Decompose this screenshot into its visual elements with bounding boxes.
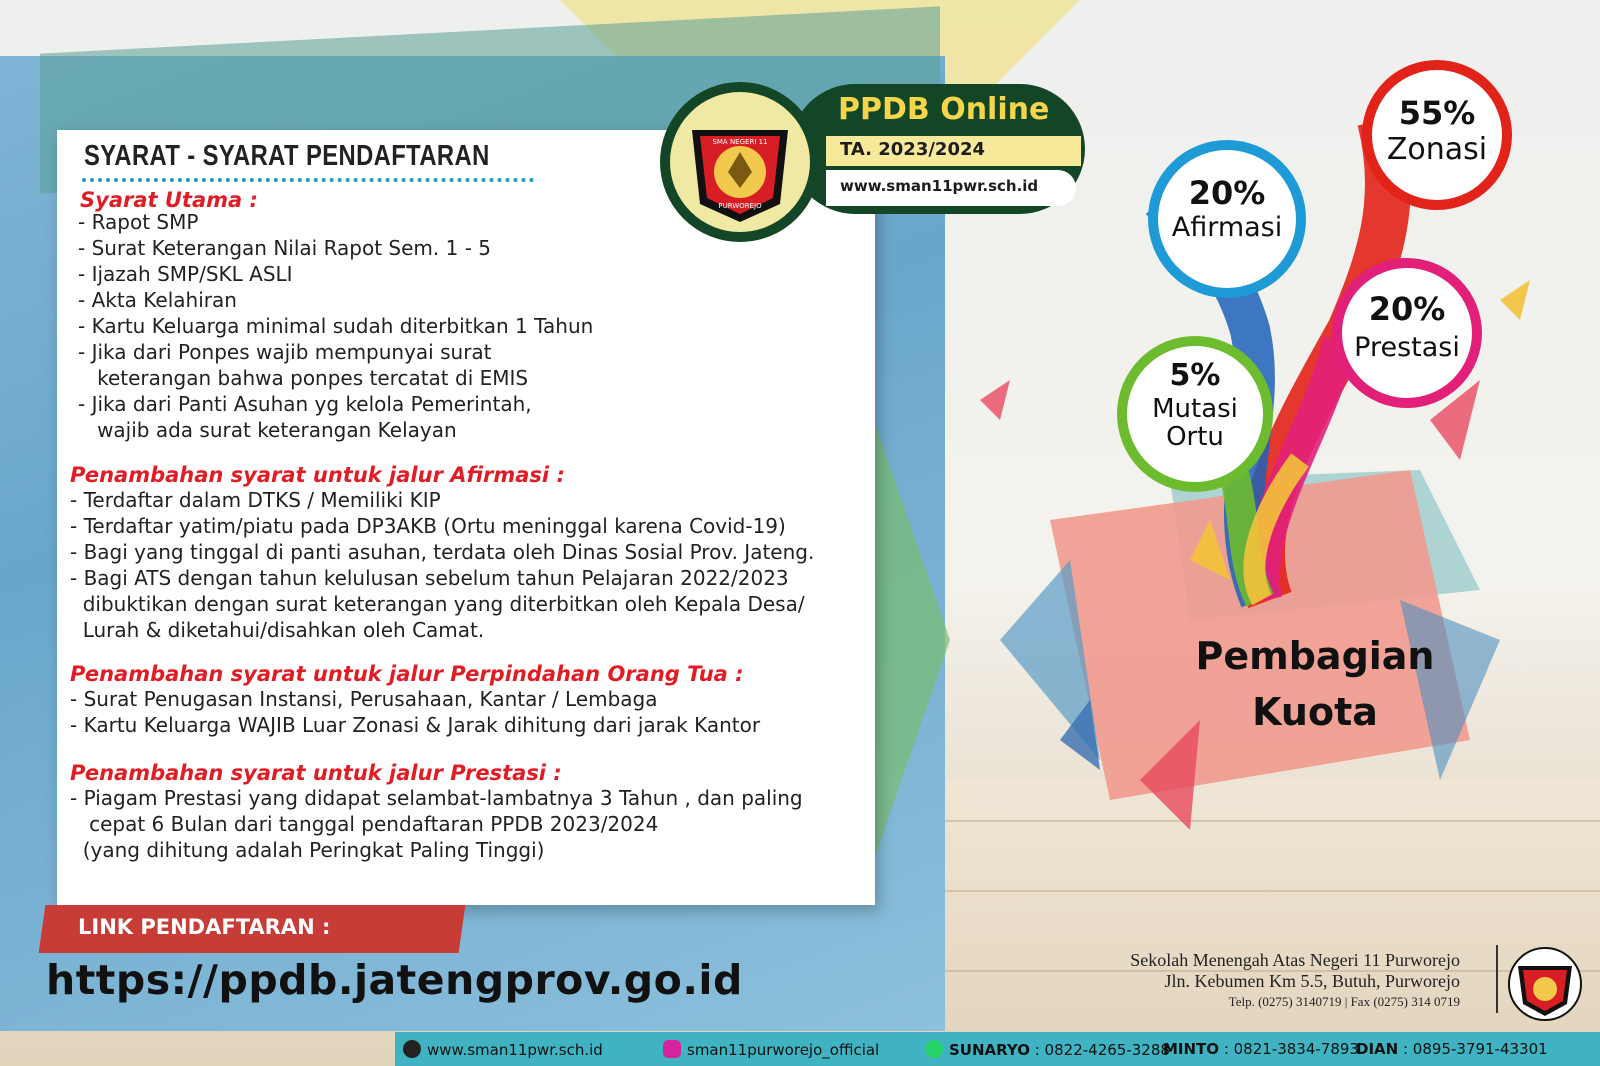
- list-item: - Jika dari Panti Asuhan yg kelola Pemerintah,: [78, 392, 532, 416]
- zonasi-label: Zonasi: [1386, 132, 1488, 167]
- school-phone: Telp. (0275) 3140719 | Fax (0275) 314 0719: [1228, 994, 1460, 1009]
- contact2-name: MINTO: [1163, 1040, 1220, 1058]
- quota-afirmasi: [1148, 140, 1306, 298]
- quota-title-line1: Pembagian: [1195, 634, 1435, 678]
- whatsapp-icon: [925, 1040, 943, 1058]
- ppdb-badge-title: PPDB Online: [838, 92, 1050, 127]
- list-item: - Kartu Keluarga WAJIB Luar Zonasi & Jarak dihitung dari jarak Kantor: [70, 713, 761, 737]
- instagram-icon: [663, 1040, 681, 1058]
- afirmasi-label: Afirmasi: [1171, 212, 1283, 243]
- website-label: www.sman11pwr.sch.id: [840, 177, 1039, 195]
- footer-instagram-text: sman11purworejo_official: [687, 1041, 880, 1059]
- list-item: - Bagi ATS dengan tahun kelulusan sebelum tahun Pelajaran 2022/2023: [70, 566, 789, 590]
- requirements-title: SYARAT - SYARAT PENDAFTARAN: [84, 140, 490, 172]
- footer-contact-1[interactable]: [925, 1040, 1170, 1059]
- contact1-phone: : 0822-4265-3288: [1029, 1041, 1170, 1059]
- list-item: keterangan bahwa ponpes tercatat di EMIS: [78, 366, 529, 390]
- contact3-phone: : 0895-3791-43301: [1398, 1040, 1548, 1058]
- list-item: (yang dihitung adalah Peringkat Paling Tinggi): [70, 838, 545, 862]
- list-item: - Akta Kelahiran: [78, 288, 237, 312]
- mutasi-label-1: Mutasi: [1152, 394, 1238, 424]
- list-item: - Bagi yang tinggal di panti asuhan, terdata oleh Dinas Sosial Prov. Jateng.: [70, 540, 815, 564]
- main-heading: Syarat Utama :: [80, 188, 258, 212]
- prestasi-requirements: [70, 761, 803, 863]
- list-item: dibuktikan dengan surat keterangan yang diterbitkan oleh Kepala Desa/: [70, 592, 805, 616]
- footer-website[interactable]: [403, 1040, 603, 1059]
- registration-url[interactable]: https://ppdb.jatengprov.go.id: [46, 956, 743, 1004]
- mutasi-percent: 5%: [1169, 358, 1221, 393]
- prestasi-label: Prestasi: [1354, 332, 1460, 363]
- contact1-name: SUNARYO: [949, 1041, 1030, 1059]
- ppdb-badge-year: [826, 136, 1081, 166]
- quota-prestasi: [1332, 258, 1482, 408]
- quota-title-line2: Kuota: [1252, 690, 1378, 734]
- afirmasi-heading: Penambahan syarat untuk jalur Afirmasi :: [70, 463, 565, 487]
- school-divider: [1496, 945, 1498, 1013]
- globe-icon: [403, 1040, 421, 1058]
- afirmasi-percent: 20%: [1188, 174, 1266, 212]
- title-divider: [82, 178, 534, 182]
- school-info: [1130, 950, 1460, 1012]
- contact3-name: DIAN: [1356, 1040, 1399, 1058]
- list-item: cepat 6 Bulan dari tanggal pendaftaran PPDB 2023/2024: [70, 812, 659, 836]
- footer-instagram[interactable]: [663, 1040, 879, 1059]
- mutasi-label-2: Ortu: [1166, 422, 1224, 452]
- footer-website-text: www.sman11pwr.sch.id: [427, 1041, 603, 1059]
- quota-zonasi: [1362, 60, 1512, 210]
- school-address: Jln. Kebumen Km 5.5, Butuh, Purworejo: [1164, 971, 1460, 991]
- school-logo-small-icon: [1506, 946, 1584, 1022]
- logo-top-text: SMA NEGERI 11: [712, 138, 768, 146]
- list-item: - Surat Penugasan Instansi, Perusahaan, Kantar / Lembaga: [70, 687, 658, 711]
- footer-contact-2[interactable]: [1163, 1040, 1359, 1058]
- list-item: - Jika dari Ponpes wajib mempunyai surat: [78, 340, 492, 364]
- main-items: [78, 209, 593, 443]
- quota-mutasi: [1117, 336, 1273, 492]
- afirmasi-requirements: [70, 463, 814, 643]
- list-item: - Ijazah SMP/SKL ASLI: [78, 262, 293, 286]
- contact2-phone: : 0821-3834-7893: [1219, 1040, 1359, 1058]
- mutasi-requirements: [70, 662, 760, 738]
- year-label: TA. 2023/2024: [840, 139, 986, 160]
- mutasi-heading: Penambahan syarat untuk jalur Perpindahan Orang Tua :: [70, 662, 744, 686]
- list-item: - Piagam Prestasi yang didapat selambat-lambatnya 3 Tahun , dan paling: [70, 786, 803, 810]
- list-item: - Terdaftar dalam DTKS / Memiliki KIP: [70, 488, 441, 512]
- list-item: - Terdaftar yatim/piatu pada DP3AKB (Ortu meninggal karena Covid-19): [70, 514, 786, 538]
- footer-contact-3[interactable]: [1356, 1040, 1548, 1058]
- ppdb-badge-website[interactable]: [826, 170, 1076, 206]
- list-item: wajib ada surat keterangan Kelayan: [78, 418, 457, 442]
- list-item: - Kartu Keluarga minimal sudah diterbitkan 1 Tahun: [78, 314, 594, 338]
- list-item: - Rapot SMP: [78, 210, 199, 234]
- logo-bottom-text: PURWOREJO: [718, 202, 762, 210]
- registration-label: LINK PENDAFTARAN :: [78, 915, 331, 939]
- zonasi-percent: 55%: [1398, 94, 1476, 132]
- quota-title: [1155, 628, 1475, 740]
- prestasi-heading: Penambahan syarat untuk jalur Prestasi :: [70, 761, 562, 785]
- school-emblem-icon: [670, 92, 810, 232]
- list-item: Lurah & diketahui/disahkan oleh Camat.: [70, 618, 485, 642]
- school-logo: [660, 82, 820, 242]
- list-item: - Surat Keterangan Nilai Rapot Sem. 1 - 5: [78, 236, 491, 260]
- school-name: Sekolah Menengah Atas Negeri 11 Purworejo: [1130, 950, 1460, 970]
- prestasi-percent: 20%: [1368, 290, 1446, 328]
